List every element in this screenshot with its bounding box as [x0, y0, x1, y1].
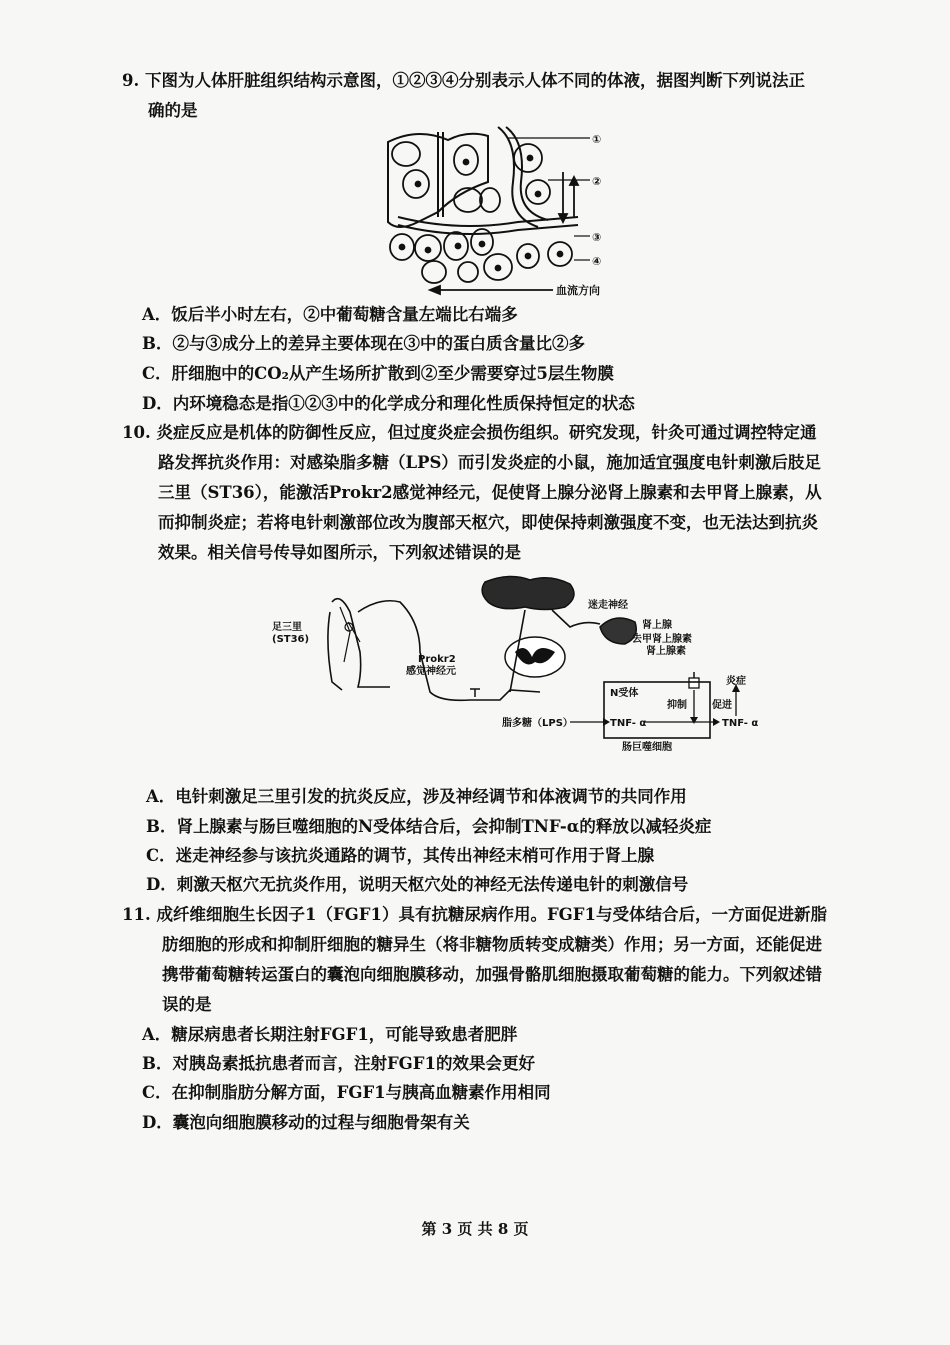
q10-stem-line2: 路发挥抗炎作用：对感染脂多糖（LPS）而引发炎症的小鼠，施加适宜强度电针刺激后肢足: [158, 453, 821, 472]
blood-vessel-1: [438, 132, 443, 217]
fig10-vagus: 迷走神经: [588, 600, 628, 611]
fig9-label-2: ②: [592, 175, 602, 188]
q9-option-c: C．肝细胞中的CO₂从产生场所扩散到②至少需要穿过5层生物膜: [142, 364, 614, 383]
q10-option-b: B．肾上腺素与肠巨噬细胞的N受体结合后，会抑制TNF-α的释放以减轻炎症: [146, 817, 712, 836]
q10-option-c: C．迷走神经参与该抗炎通路的调节，其传出神经末梢可作用于肾上腺: [146, 846, 655, 865]
q10-stem-line5: 效果。相关信号传导如图所示，下列叙述错误的是: [158, 543, 521, 562]
q10-stem: [122, 418, 892, 568]
q9-stem-line2: 确的是: [148, 101, 198, 120]
q10-stem-line1: 炎症反应是机体的防御性反应，但过度炎症会损伤组织。研究发现，针灸可通过调控特定通: [156, 423, 817, 442]
fig9-label-1: ①: [592, 133, 602, 146]
q11-option-d: D．囊泡向细胞膜移动的过程与细胞骨架有关: [142, 1113, 470, 1132]
q11-option-c: C．在抑制脂肪分解方面，FGF1与胰高血糖素作用相同: [142, 1083, 551, 1102]
q10-stem-line4: 而抑制炎症；若将电针刺激部位改为腹部天枢穴，即使保持刺激强度不变，也无法达到抗炎: [158, 513, 818, 532]
q9-option-d: D．内环境稳态是指①②③中的化学成分和理化性质保持恒定的状态: [142, 394, 635, 413]
fig10-zusanli: 足三里: [272, 622, 302, 633]
q11-stem-line4: 误的是: [162, 995, 212, 1014]
fig9-flow-label: 血流方向: [556, 284, 600, 297]
fig10-promote: 促进: [712, 700, 732, 711]
fig9-label-4: ④: [592, 255, 602, 268]
vagus-path: [552, 610, 600, 627]
leader-lines: [508, 138, 590, 260]
q10-number: 10.: [122, 423, 151, 442]
q11-stem-line3: 携带葡萄糖转运蛋白的囊泡向细胞膜移动，加强骨骼肌细胞摄取葡萄糖的能力。下列叙述错: [162, 965, 822, 984]
q9-option-a: A．饭后半小时左右，②中葡萄糖含量左端比右端多: [142, 305, 518, 324]
blood-vessel-2: [498, 127, 548, 227]
q11-stem-line2: 肪细胞的形成和抑制肝细胞的糖异生（将非糖物质转变成糖类）作用；另一方面，还能促进: [162, 935, 822, 954]
q11-option-a: A．糖尿病患者长期注射FGF1，可能导致患者肥胖: [142, 1025, 518, 1044]
q11-stem: [122, 900, 892, 1020]
q9-stem: [122, 66, 882, 126]
fig10-macrophage: 肠巨噬细胞: [622, 742, 672, 752]
fig10-noradrenaline: 去甲肾上腺素: [632, 634, 692, 645]
q9-number: 9.: [122, 71, 140, 90]
liver-tissue-figure: [378, 122, 618, 300]
fig10-inhibit: 抑制: [667, 700, 687, 711]
leg-outline: [328, 599, 390, 690]
fig10-tnf-out: TNF- α: [722, 718, 759, 729]
fig10-prokr2: Prokr2: [418, 654, 456, 665]
fig10-adrenal: 肾上腺: [642, 620, 672, 631]
brain: [482, 576, 574, 609]
fig10-inflammation: 炎症: [726, 676, 746, 687]
q10-option-d: D．刺激天枢穴无抗炎作用，说明天枢穴处的神经无法传递电针的刺激信号: [146, 875, 689, 894]
fig10-st36: (ST36): [272, 634, 310, 645]
fig10-adrenaline: 肾上腺素: [646, 646, 686, 657]
acupuncture-pathway-figure: [270, 572, 780, 752]
q10-option-a: A．电针刺激足三里引发的抗炎反应，涉及神经调节和体液调节的共同作用: [146, 787, 687, 806]
liver-cells: [390, 142, 572, 283]
q11-stem-line1: 成纤维细胞生长因子1（FGF1）具有抗糖尿病作用。FGF1与受体结合后，一方面促进新脂: [156, 905, 827, 924]
page-footer: 第 3 页 共 8 页: [421, 1220, 529, 1238]
q11-option-b: B．对胰岛素抵抗患者而言，注射FGF1的效果会更好: [142, 1054, 535, 1073]
fig10-sensory: 感觉神经元: [406, 666, 456, 677]
q10-stem-line3: 三里（ST36），能激活Prokr2感觉神经元，促使肾上腺分泌肾上腺素和去甲肾上腺素，从: [158, 483, 822, 502]
adrenal-gland: [600, 618, 636, 644]
fig10-tnf-in: TNF- α: [610, 718, 647, 729]
fig10-lps: 脂多糖（LPS）: [502, 718, 573, 729]
q11-number: 11.: [122, 905, 151, 924]
q9-option-b: B．②与③成分上的差异主要体现在③中的蛋白质含量比②多: [142, 334, 585, 353]
fig10-n-receptor: N受体: [610, 688, 639, 699]
q9-stem-line1: 下图为人体肝脏组织结构示意图，①②③④分别表示人体不同的体液，据图判断下列说法正: [144, 71, 805, 90]
fig9-label-3: ③: [592, 231, 602, 244]
